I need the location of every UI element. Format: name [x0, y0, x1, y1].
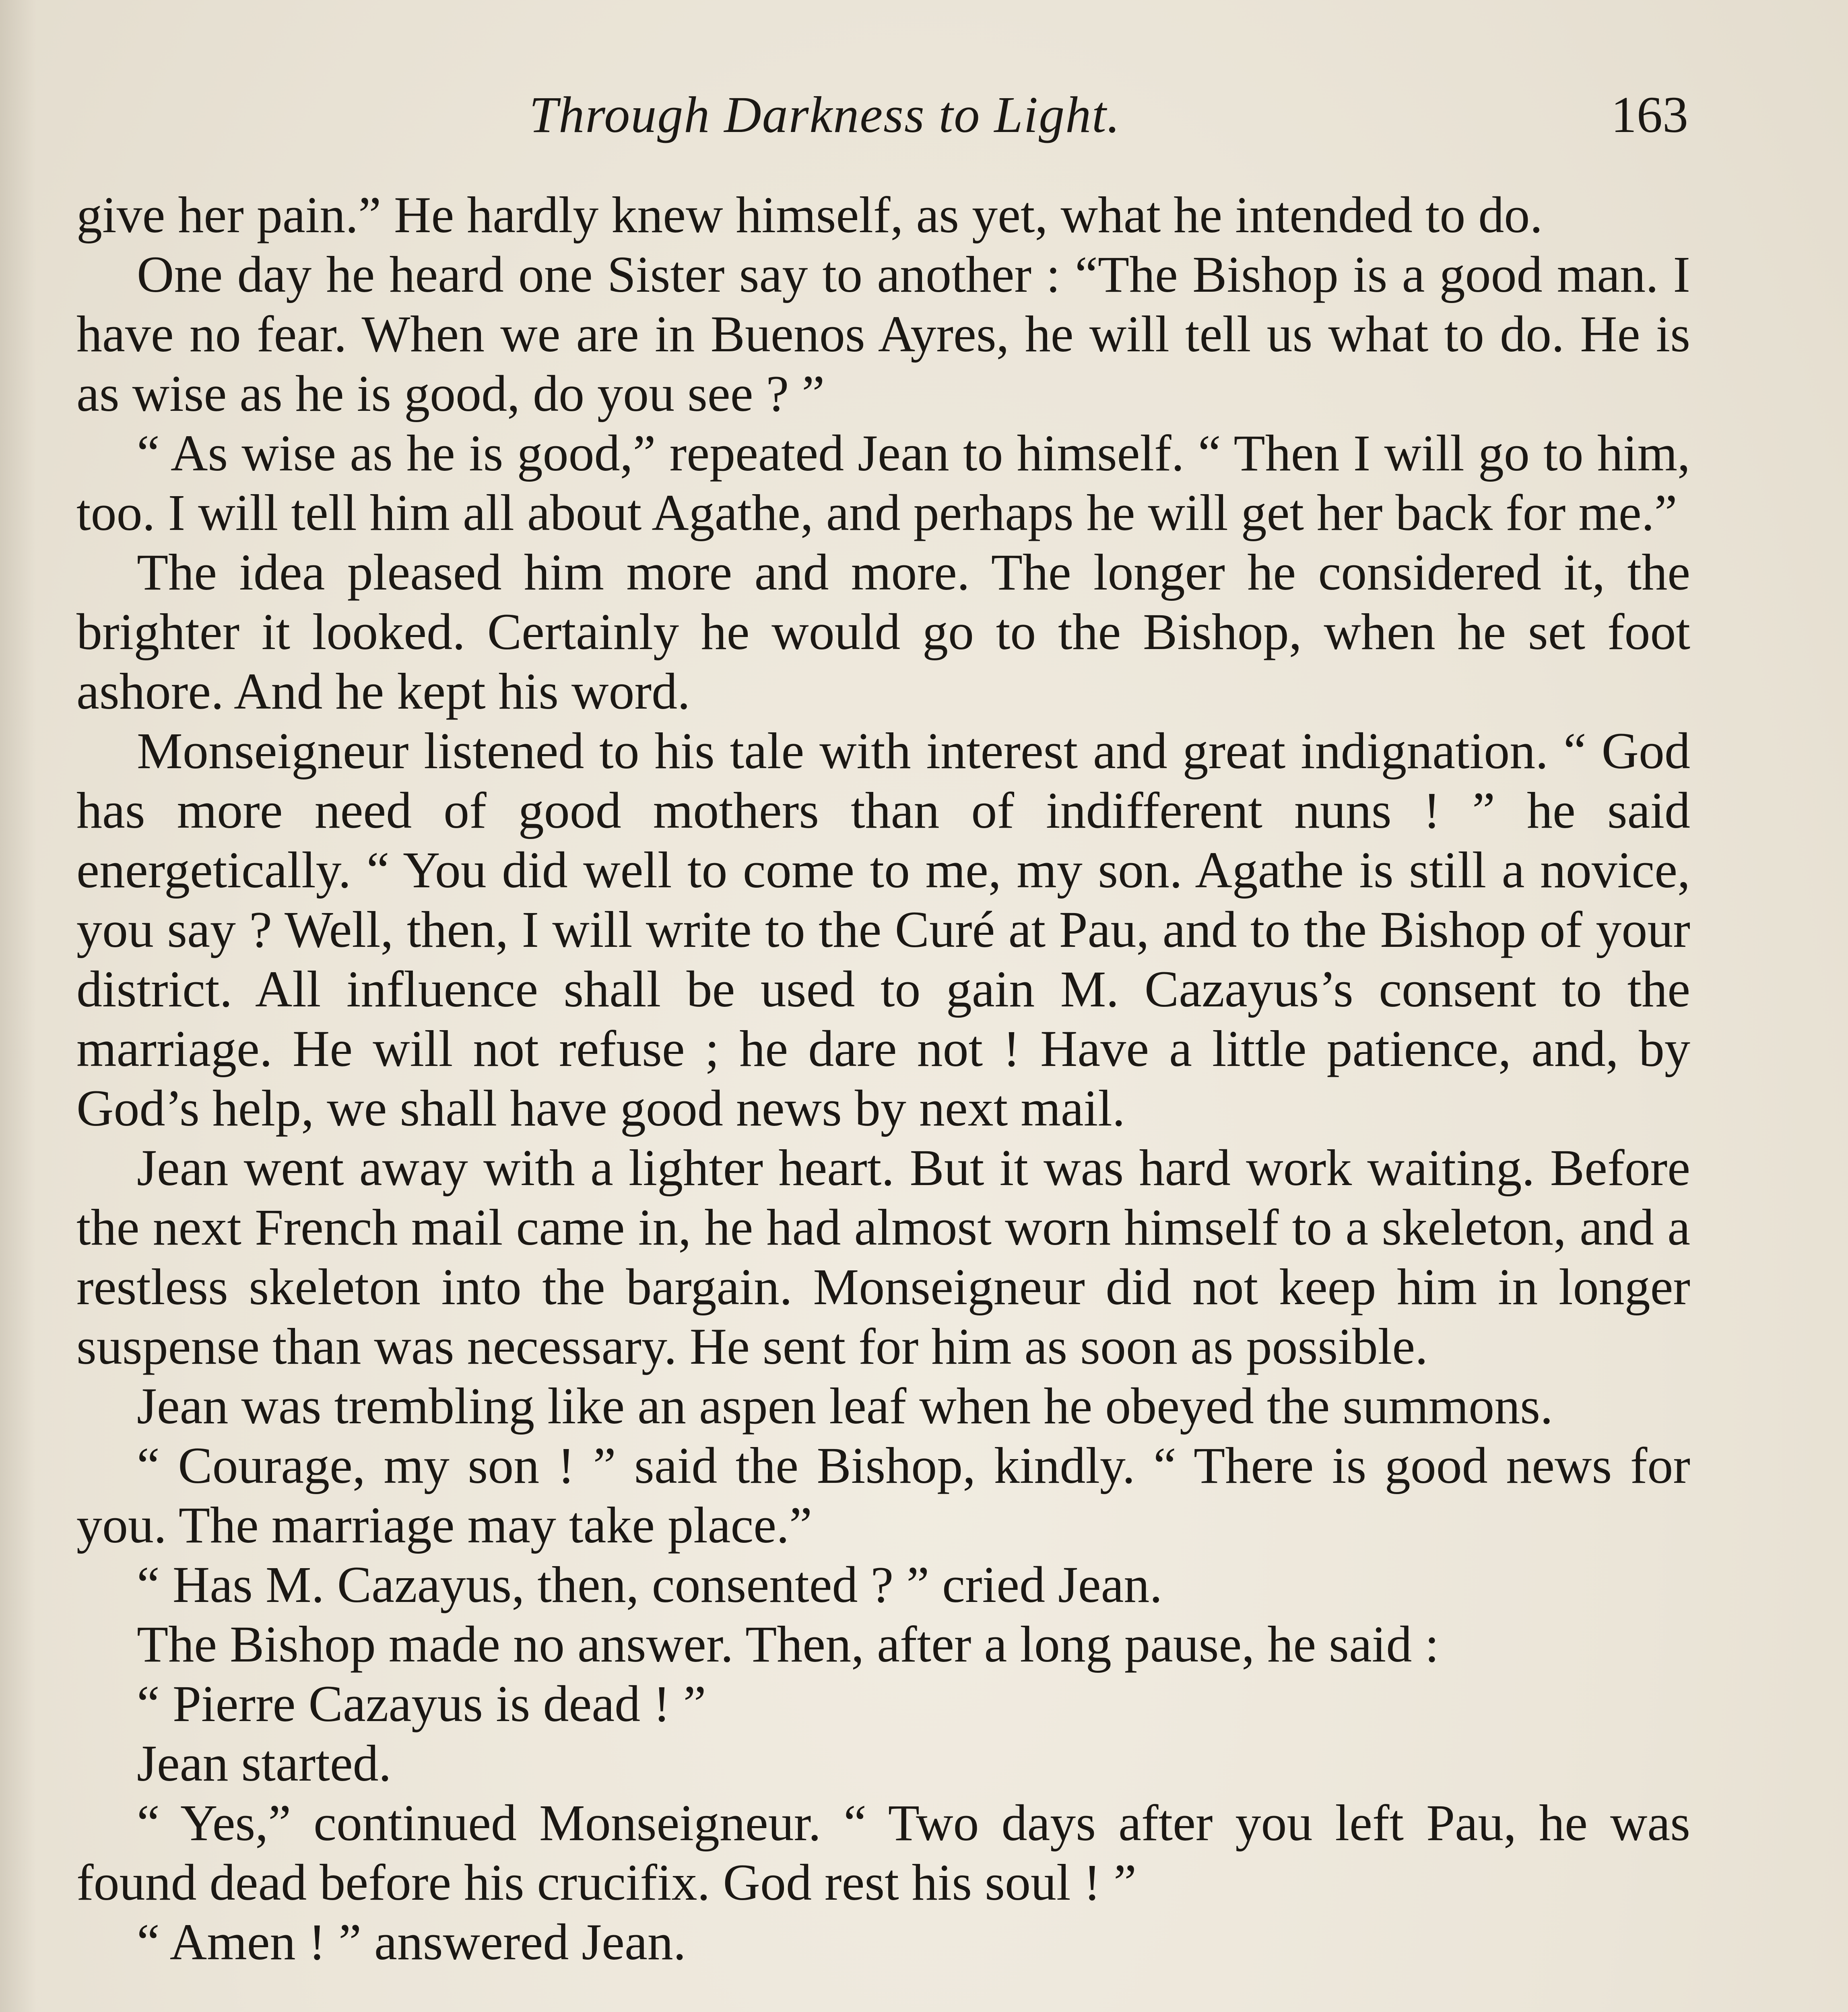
- paragraph: “ Courage, my son ! ” said the Bishop, kindly. “ There is good news for you. The marriage may take place.”: [76, 1437, 1690, 1554]
- paragraph: “ Has M. Cazayus, then, consented ? ” cried Jean.: [137, 1556, 1163, 1613]
- gutter-shadow: [0, 0, 36, 2012]
- paragraph: “ Pierre Cazayus is dead ! ”: [137, 1675, 706, 1732]
- body-text: [76, 185, 1690, 2012]
- paragraph-continued: give her pain.” He hardly knew himself, as yet, what he intended to do.: [76, 186, 1543, 243]
- paragraph: The Bishop made no answer. Then, after a long pause, he said :: [137, 1616, 1439, 1673]
- running-title: Through Darkness to Light.: [529, 86, 1121, 143]
- paragraph: The idea pleased him more and more. The longer he considered it, the brighter it looked. Certainly he would go to the Bishop, when he set foot ashore. And he kept his word.: [76, 544, 1690, 720]
- paragraph: “ Yes,” continued Monseigneur. “ Two days after you left Pau, he was found dead before his crucifix. God rest his soul ! ”: [76, 1794, 1690, 1911]
- page-header: [78, 80, 1688, 149]
- paragraph: Monseigneur listened to his tale with interest and great indignation. “ God has more need of good mothers than of indifferent nuns ! ” he said energetically. “ You did well to come to me, my son. Agathe is still a novice, you say ? Well, then, I will write to the Curé at Pau, and to the Bishop of your district. All influence shall be used to gain M. Cazayus’s consent to the marriage. He will not refuse ; he dare not ! Have a little patience, and, by God’s help, we shall have good news by next mail.: [76, 722, 1690, 1137]
- paragraph: Jean went away with a lighter heart. But it was hard work waiting. Before the next French mail came in, he had almost worn himself to a skeleton, and a restless skeleton into the bargain. Monseigneur did not keep him in longer suspense than was necessary. He sent for him as soon as possible.: [76, 1139, 1690, 1375]
- page-number: 163: [1611, 86, 1688, 143]
- paragraph: Jean was trembling like an aspen leaf when he obeyed the summons.: [137, 1377, 1553, 1435]
- paragraph: “ Amen ! ” answered Jean.: [137, 1913, 686, 1971]
- paragraph: Jean started.: [137, 1735, 392, 1792]
- paragraph: “ As wise as he is good,” repeated Jean to himself. “ Then I will go to him, too. I will tell him all about Agathe, and perhaps he will get her back for me.”: [76, 425, 1690, 541]
- section-break: [76, 1972, 1690, 2012]
- paragraph: One day he heard one Sister say to another : “The Bishop is a good man. I have no fear. When we are in Buenos Ayres, he will tell us what to do. He is as wise as he is good, do you see ? ”: [76, 246, 1690, 422]
